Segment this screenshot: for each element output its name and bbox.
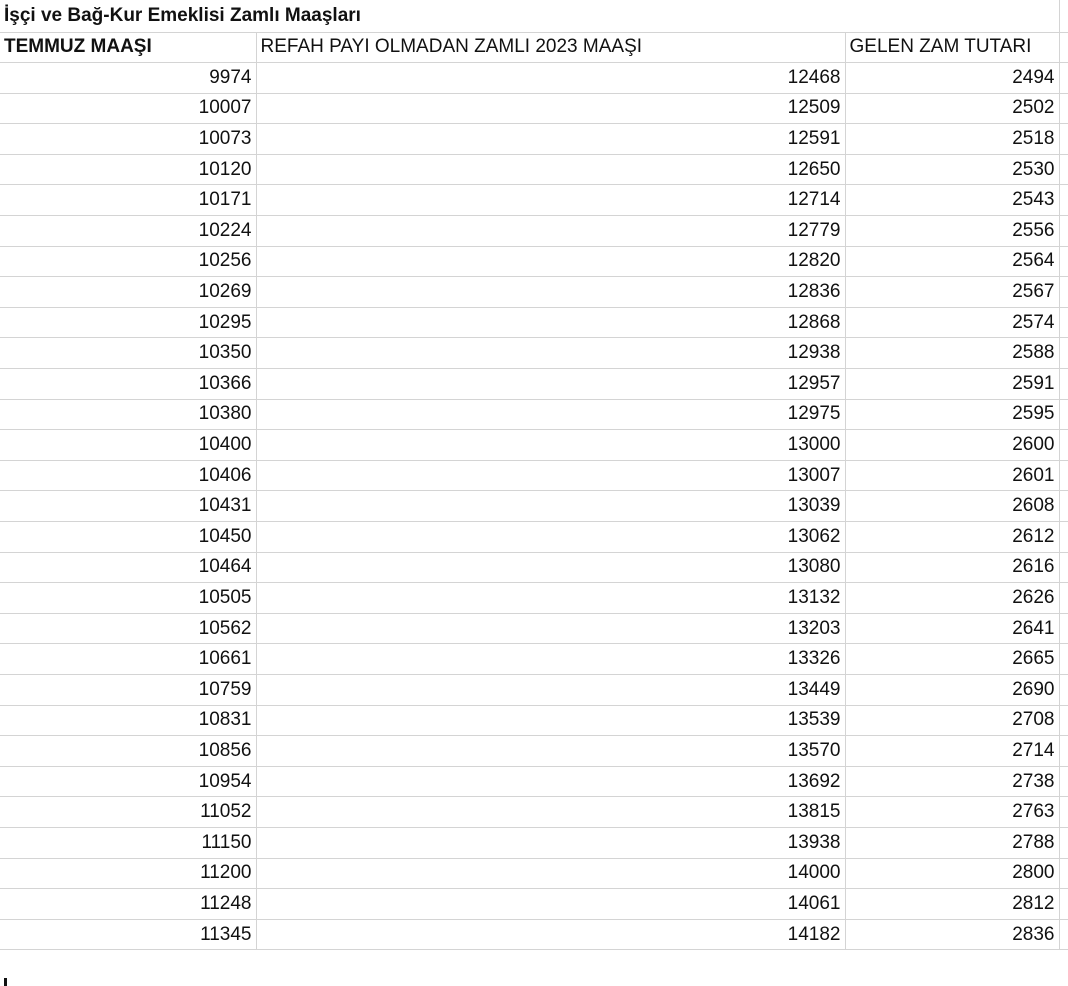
table-row [0, 766, 1068, 797]
empty-cell[interactable] [1059, 705, 1068, 736]
empty-cell[interactable] [1059, 766, 1068, 797]
table-row [0, 277, 1068, 308]
table-row [0, 552, 1068, 583]
cell-zam-tutari[interactable]: 2574 [845, 307, 1059, 338]
cell-zam-tutari[interactable]: 2612 [845, 522, 1059, 553]
empty-cell[interactable] [1059, 32, 1068, 63]
cell-zam-tutari[interactable]: 2567 [845, 277, 1059, 308]
cell-zamli-maas[interactable]: 13007 [256, 460, 845, 491]
cell-zamli-maas[interactable]: 12820 [256, 246, 845, 277]
cell-zamli-maas[interactable]: 12650 [256, 154, 845, 185]
cell-temmuz-maasi[interactable]: 10366 [0, 369, 256, 400]
table-row [0, 889, 1068, 920]
table-row [0, 216, 1068, 247]
cell-zamli-maas[interactable]: 13000 [256, 430, 845, 461]
cell-temmuz-maasi[interactable]: 10464 [0, 552, 256, 583]
cell-zam-tutari[interactable]: 2812 [845, 889, 1059, 920]
cell-zamli-maas[interactable]: 12468 [256, 63, 845, 94]
cell-temmuz-maasi[interactable]: 11052 [0, 797, 256, 828]
empty-cell[interactable] [1059, 583, 1068, 614]
cell-temmuz-maasi[interactable]: 10831 [0, 705, 256, 736]
cell-zamli-maas[interactable]: 12975 [256, 399, 845, 430]
empty-cell[interactable] [1059, 674, 1068, 705]
cell-zamli-maas[interactable]: 13815 [256, 797, 845, 828]
cell-zam-tutari[interactable]: 2788 [845, 827, 1059, 858]
table-row [0, 736, 1068, 767]
empty-cell[interactable] [1059, 307, 1068, 338]
empty-cell[interactable] [1059, 0, 1068, 32]
cell-zam-tutari[interactable]: 2641 [845, 613, 1059, 644]
cell-zam-tutari[interactable]: 2738 [845, 766, 1059, 797]
cell-zam-tutari[interactable]: 2836 [845, 919, 1059, 950]
cell-temmuz-maasi[interactable]: 10380 [0, 399, 256, 430]
empty-cell[interactable] [1059, 430, 1068, 461]
cell-temmuz-maasi[interactable]: 11200 [0, 858, 256, 889]
empty-cell[interactable] [1059, 919, 1068, 950]
title-row [0, 0, 1068, 32]
cell-temmuz-maasi[interactable]: 10120 [0, 154, 256, 185]
cell-temmuz-maasi[interactable]: 10007 [0, 93, 256, 124]
sheet-title-cell[interactable]: İşçi ve Bağ-Kur Emeklisi Zamlı Maaşları [0, 0, 1059, 32]
table-row [0, 307, 1068, 338]
cell-zam-tutari[interactable]: 2763 [845, 797, 1059, 828]
table-row [0, 919, 1068, 950]
table-row [0, 674, 1068, 705]
empty-cell[interactable] [1059, 736, 1068, 767]
cell-temmuz-maasi[interactable]: 10256 [0, 246, 256, 277]
empty-cell[interactable] [1059, 889, 1068, 920]
empty-cell[interactable] [1059, 185, 1068, 216]
cell-zam-tutari[interactable]: 2800 [845, 858, 1059, 889]
cell-cursor-fragment [4, 978, 7, 986]
empty-cell[interactable] [1059, 246, 1068, 277]
cell-temmuz-maasi[interactable]: 10350 [0, 338, 256, 369]
header-zamli-maas[interactable]: REFAH PAYI OLMADAN ZAMLI 2023 MAAŞI [256, 32, 845, 63]
cell-zamli-maas[interactable]: 13080 [256, 552, 845, 583]
empty-cell[interactable] [1059, 522, 1068, 553]
cell-zam-tutari[interactable]: 2556 [845, 216, 1059, 247]
cell-zam-tutari[interactable]: 2588 [845, 338, 1059, 369]
cell-zamli-maas[interactable]: 14182 [256, 919, 845, 950]
table-row [0, 369, 1068, 400]
table-row [0, 430, 1068, 461]
cell-zam-tutari[interactable]: 2690 [845, 674, 1059, 705]
cell-temmuz-maasi[interactable]: 10759 [0, 674, 256, 705]
cell-zamli-maas[interactable]: 12868 [256, 307, 845, 338]
empty-cell[interactable] [1059, 858, 1068, 889]
table-row [0, 522, 1068, 553]
cell-temmuz-maasi[interactable]: 10406 [0, 460, 256, 491]
empty-cell[interactable] [1059, 216, 1068, 247]
cell-temmuz-maasi[interactable]: 10171 [0, 185, 256, 216]
cell-zamli-maas[interactable]: 12836 [256, 277, 845, 308]
empty-cell[interactable] [1059, 63, 1068, 94]
cell-temmuz-maasi[interactable]: 11150 [0, 827, 256, 858]
cell-zam-tutari[interactable]: 2564 [845, 246, 1059, 277]
cell-temmuz-maasi[interactable]: 10661 [0, 644, 256, 675]
cell-temmuz-maasi[interactable]: 10856 [0, 736, 256, 767]
cell-temmuz-maasi[interactable]: 10224 [0, 216, 256, 247]
cell-zamli-maas[interactable]: 12714 [256, 185, 845, 216]
cell-zam-tutari[interactable]: 2600 [845, 430, 1059, 461]
empty-cell[interactable] [1059, 124, 1068, 155]
cell-zam-tutari[interactable]: 2595 [845, 399, 1059, 430]
cell-zam-tutari[interactable]: 2601 [845, 460, 1059, 491]
cell-temmuz-maasi[interactable]: 10073 [0, 124, 256, 155]
cell-temmuz-maasi[interactable]: 10431 [0, 491, 256, 522]
cell-temmuz-maasi[interactable]: 11248 [0, 889, 256, 920]
cell-zam-tutari[interactable]: 2518 [845, 124, 1059, 155]
cell-temmuz-maasi[interactable]: 10400 [0, 430, 256, 461]
table-row [0, 154, 1068, 185]
cell-temmuz-maasi[interactable]: 10954 [0, 766, 256, 797]
cell-temmuz-maasi[interactable]: 10505 [0, 583, 256, 614]
cell-zam-tutari[interactable]: 2494 [845, 63, 1059, 94]
table-row [0, 124, 1068, 155]
cell-zamli-maas[interactable]: 13449 [256, 674, 845, 705]
cell-zamli-maas[interactable]: 12938 [256, 338, 845, 369]
empty-cell[interactable] [1059, 797, 1068, 828]
empty-cell[interactable] [1059, 827, 1068, 858]
table-row [0, 797, 1068, 828]
cell-zam-tutari[interactable]: 2616 [845, 552, 1059, 583]
cell-zam-tutari[interactable]: 2591 [845, 369, 1059, 400]
cell-temmuz-maasi[interactable]: 11345 [0, 919, 256, 950]
cell-zamli-maas[interactable]: 12591 [256, 124, 845, 155]
table-row [0, 63, 1068, 94]
cell-zamli-maas[interactable]: 12957 [256, 369, 845, 400]
cell-zamli-maas[interactable]: 13132 [256, 583, 845, 614]
table-row [0, 827, 1068, 858]
cell-zamli-maas[interactable]: 14061 [256, 889, 845, 920]
empty-cell[interactable] [1059, 491, 1068, 522]
cell-zam-tutari[interactable]: 2608 [845, 491, 1059, 522]
header-zam-tutari[interactable]: GELEN ZAM TUTARI [845, 32, 1059, 63]
cell-zam-tutari[interactable]: 2543 [845, 185, 1059, 216]
table-row [0, 858, 1068, 889]
cell-zam-tutari[interactable]: 2708 [845, 705, 1059, 736]
empty-cell[interactable] [1059, 613, 1068, 644]
cell-zamli-maas[interactable]: 13039 [256, 491, 845, 522]
table-row [0, 491, 1068, 522]
table-row [0, 460, 1068, 491]
empty-cell[interactable] [1059, 460, 1068, 491]
table-row [0, 93, 1068, 124]
empty-cell[interactable] [1059, 338, 1068, 369]
empty-cell[interactable] [1059, 369, 1068, 400]
cell-zamli-maas[interactable]: 13203 [256, 613, 845, 644]
header-temmuz-maasi[interactable]: TEMMUZ MAAŞI [0, 32, 256, 63]
cell-zamli-maas[interactable]: 12509 [256, 93, 845, 124]
empty-cell[interactable] [1059, 93, 1068, 124]
table-row [0, 246, 1068, 277]
cell-temmuz-maasi[interactable]: 10562 [0, 613, 256, 644]
cell-temmuz-maasi[interactable]: 10295 [0, 307, 256, 338]
table-row [0, 613, 1068, 644]
empty-cell[interactable] [1059, 154, 1068, 185]
table-row [0, 338, 1068, 369]
table-row [0, 583, 1068, 614]
empty-cell[interactable] [1059, 277, 1068, 308]
cell-zamli-maas[interactable]: 14000 [256, 858, 845, 889]
cell-temmuz-maasi[interactable]: 10450 [0, 522, 256, 553]
empty-cell[interactable] [1059, 644, 1068, 675]
header-row [0, 32, 1068, 63]
cell-temmuz-maasi[interactable]: 9974 [0, 63, 256, 94]
cell-zamli-maas[interactable]: 13062 [256, 522, 845, 553]
cell-temmuz-maasi[interactable]: 10269 [0, 277, 256, 308]
cell-zam-tutari[interactable]: 2714 [845, 736, 1059, 767]
cell-zam-tutari[interactable]: 2530 [845, 154, 1059, 185]
empty-cell[interactable] [1059, 552, 1068, 583]
cell-zamli-maas[interactable]: 13539 [256, 705, 845, 736]
empty-cell[interactable] [1059, 399, 1068, 430]
cell-zam-tutari[interactable]: 2626 [845, 583, 1059, 614]
cell-zamli-maas[interactable]: 12779 [256, 216, 845, 247]
table-row [0, 644, 1068, 675]
cell-zamli-maas[interactable]: 13692 [256, 766, 845, 797]
table-row [0, 705, 1068, 736]
cell-zamli-maas[interactable]: 13938 [256, 827, 845, 858]
cell-zam-tutari[interactable]: 2502 [845, 93, 1059, 124]
cell-zamli-maas[interactable]: 13570 [256, 736, 845, 767]
table-row [0, 185, 1068, 216]
cell-zamli-maas[interactable]: 13326 [256, 644, 845, 675]
cell-zam-tutari[interactable]: 2665 [845, 644, 1059, 675]
table-row [0, 399, 1068, 430]
